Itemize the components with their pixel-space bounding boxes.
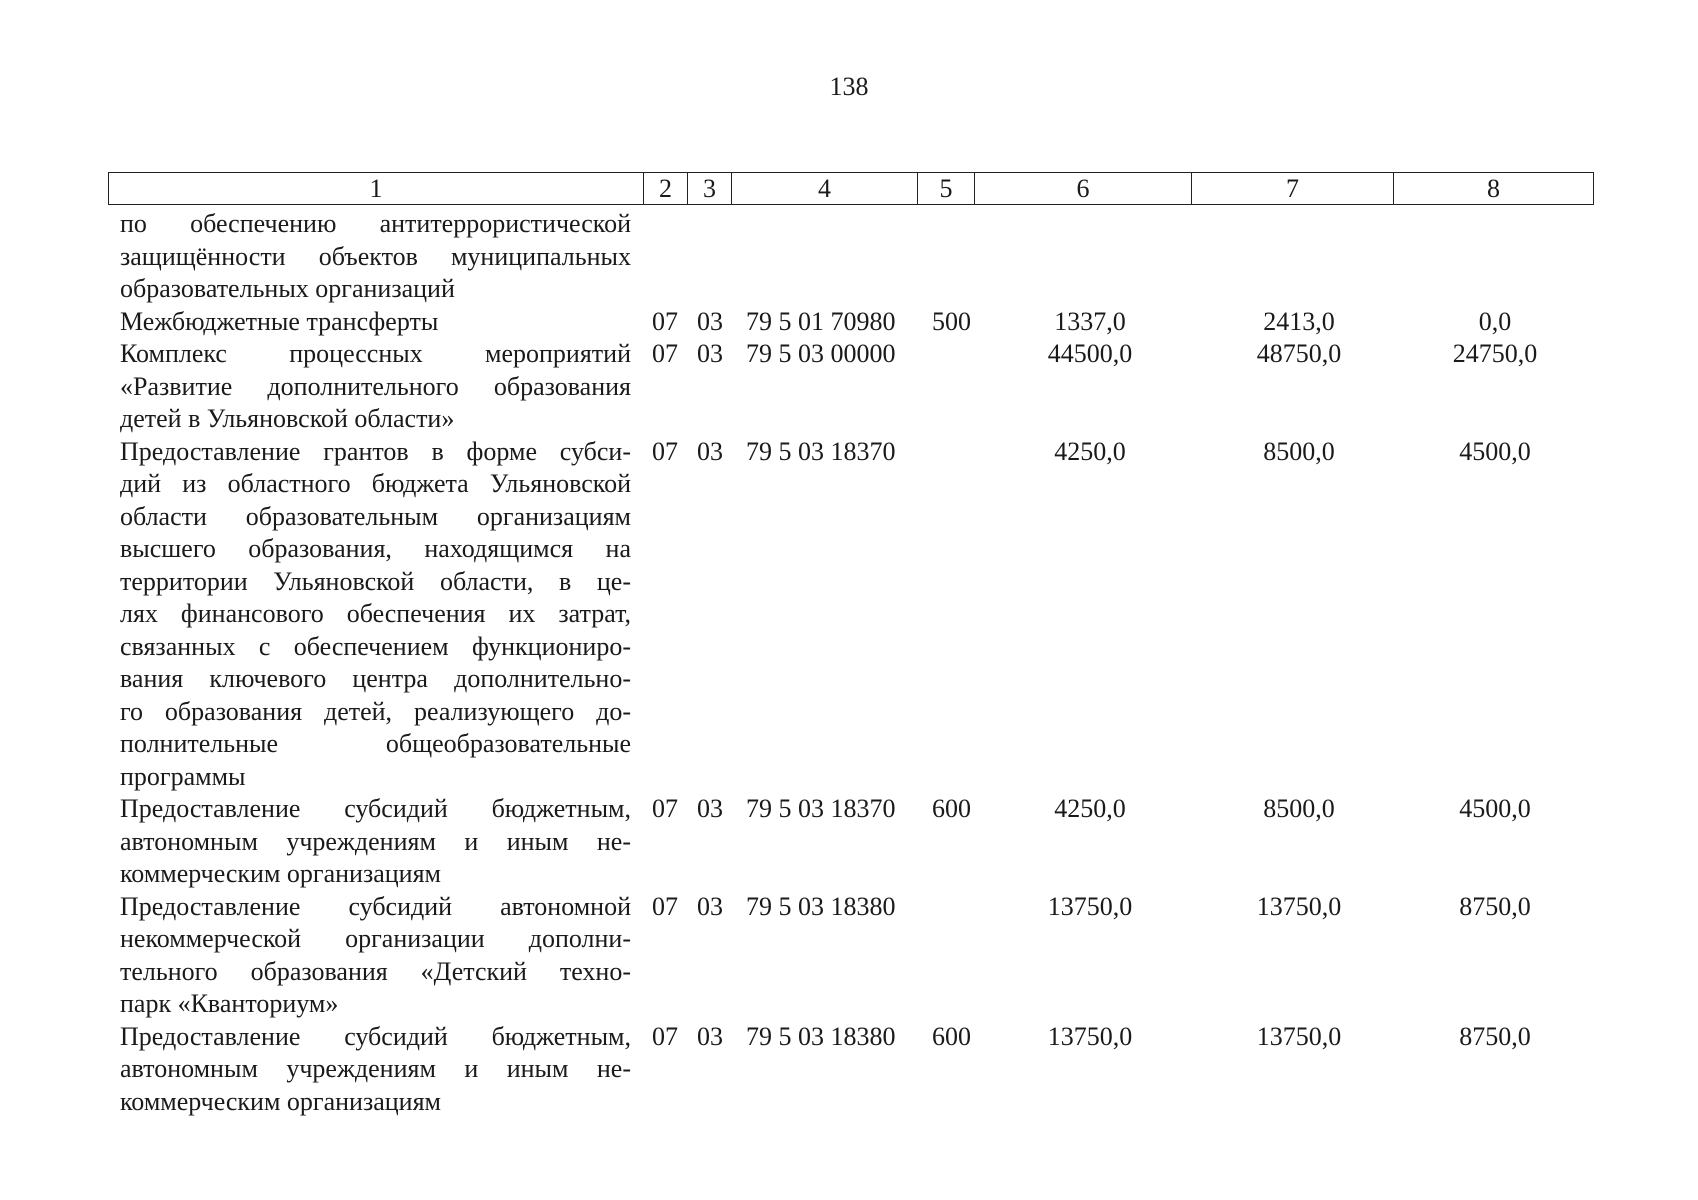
cell-col-7: 13750,0: [1256, 1021, 1342, 1051]
description-line: области образовательным организациям: [120, 501, 631, 531]
cell-col-4: 79 5 03 18370: [746, 436, 896, 466]
cell-col-8: 4500,0: [1459, 436, 1531, 466]
cell-col-3: 03: [697, 891, 723, 921]
cell-col-5: 600: [932, 1021, 971, 1051]
description-line: защищённости объектов муниципальных: [120, 241, 631, 271]
cell-col-5: 500: [932, 306, 971, 336]
cell-col-4: 79 5 03 00000: [746, 339, 896, 368]
column-header-row: [109, 173, 1594, 205]
table-row: [0, 891, 1698, 1021]
row-description: [120, 1021, 631, 1119]
table-row: [0, 208, 1698, 306]
description-line: «Развитие дополнительного образования: [120, 371, 631, 401]
column-header-4: 4: [732, 173, 918, 205]
table-row: [0, 306, 1698, 339]
description-line: по обеспечению антитеррористической: [120, 209, 631, 238]
cell-col-8: 4500,0: [1459, 794, 1531, 823]
cell-col-3: 03: [697, 339, 723, 368]
cell-col-6: 4250,0: [1054, 436, 1126, 466]
column-header-2: 2: [644, 173, 688, 205]
description-line: Предоставление грантов в форме субси-: [120, 436, 631, 466]
row-description: [120, 208, 631, 306]
cell-col-8: 0,0: [1478, 306, 1512, 336]
cell-col-3: 03: [697, 1021, 723, 1051]
cell-col-3: 03: [697, 306, 723, 336]
column-header-7: 7: [1192, 173, 1394, 205]
cell-col-6: 1337,0: [1054, 306, 1126, 336]
column-header-6: 6: [975, 173, 1192, 205]
description-line: коммерческим организациям: [120, 1086, 442, 1116]
column-header-table: [108, 172, 1594, 205]
description-line: программы: [120, 761, 246, 791]
cell-col-3: 03: [697, 794, 723, 823]
description-line: Комплекс процессных мероприятий: [120, 339, 631, 368]
description-line: территории Ульяновской области, в це-: [120, 566, 631, 596]
cell-col-7: 2413,0: [1263, 306, 1335, 336]
cell-col-3: 03: [697, 436, 723, 466]
cell-col-6: 13750,0: [1047, 891, 1133, 921]
cell-col-4: 79 5 03 18370: [746, 794, 896, 823]
cell-col-6: 4250,0: [1054, 794, 1126, 823]
description-line: вания ключевого центра дополнительно-: [120, 664, 631, 693]
table-row: [0, 436, 1698, 794]
table-body: [0, 208, 1698, 1118]
row-description: [120, 436, 631, 794]
cell-col-2: 07: [652, 1021, 678, 1051]
description-line: тельного образования «Детский техно-: [120, 956, 631, 986]
column-header-8: 8: [1394, 173, 1594, 205]
cell-col-8: 8750,0: [1459, 891, 1531, 921]
cell-col-6: 13750,0: [1047, 1021, 1133, 1051]
cell-col-2: 07: [652, 794, 678, 823]
description-line: автономным учреждениям и иным не-: [120, 826, 631, 856]
cell-col-7: 8500,0: [1263, 436, 1335, 466]
cell-col-2: 07: [652, 436, 678, 466]
description-line: дий из областного бюджета Ульяновской: [120, 469, 631, 498]
page-number: 138: [829, 72, 869, 101]
description-line: коммерческим организациям: [120, 859, 442, 888]
cell-col-5: 600: [932, 794, 971, 823]
description-line: Предоставление субсидий автономной: [120, 891, 631, 921]
description-line: Межбюджетные трансферты: [120, 306, 439, 336]
description-line: связанных с обеспечением функциониро-: [120, 631, 631, 661]
table-row: [0, 793, 1698, 891]
description-line: полнительные общеобразовательные: [120, 729, 631, 758]
cell-col-6: 44500,0: [1047, 339, 1133, 368]
description-line: лях финансового обеспечения их затрат,: [120, 599, 631, 628]
row-description: [120, 793, 631, 891]
table-row: [0, 338, 1698, 436]
cell-col-2: 07: [652, 339, 678, 368]
cell-col-4: 79 5 01 70980: [746, 306, 896, 336]
cell-col-7: 13750,0: [1256, 891, 1342, 921]
row-description: [120, 306, 631, 339]
cell-col-2: 07: [652, 306, 678, 336]
description-line: парк «Кванториум»: [120, 989, 339, 1018]
cell-col-4: 79 5 03 18380: [746, 1021, 896, 1051]
description-line: го образования детей, реализующего до-: [120, 696, 631, 726]
description-line: некоммерческой организации дополни-: [120, 924, 631, 953]
table-row: [0, 1021, 1698, 1119]
column-header-3: 3: [688, 173, 732, 205]
cell-col-2: 07: [652, 891, 678, 921]
description-line: автономным учреждениям и иным не-: [120, 1054, 631, 1083]
description-line: образовательных организаций: [120, 274, 455, 303]
column-header-1: 1: [109, 173, 644, 205]
cell-col-8: 24750,0: [1452, 339, 1538, 368]
row-description: [120, 891, 631, 1021]
cell-col-8: 8750,0: [1459, 1021, 1531, 1051]
description-line: Предоставление субсидий бюджетным,: [120, 1021, 631, 1051]
description-line: высшего образования, находящимся на: [120, 534, 631, 563]
column-header-5: 5: [918, 173, 975, 205]
cell-col-7: 48750,0: [1256, 339, 1342, 368]
cell-col-4: 79 5 03 18380: [746, 891, 896, 921]
row-description: [120, 338, 631, 436]
cell-col-7: 8500,0: [1263, 794, 1335, 823]
description-line: Предоставление субсидий бюджетным,: [120, 794, 631, 823]
description-line: детей в Ульяновской области»: [120, 404, 455, 433]
